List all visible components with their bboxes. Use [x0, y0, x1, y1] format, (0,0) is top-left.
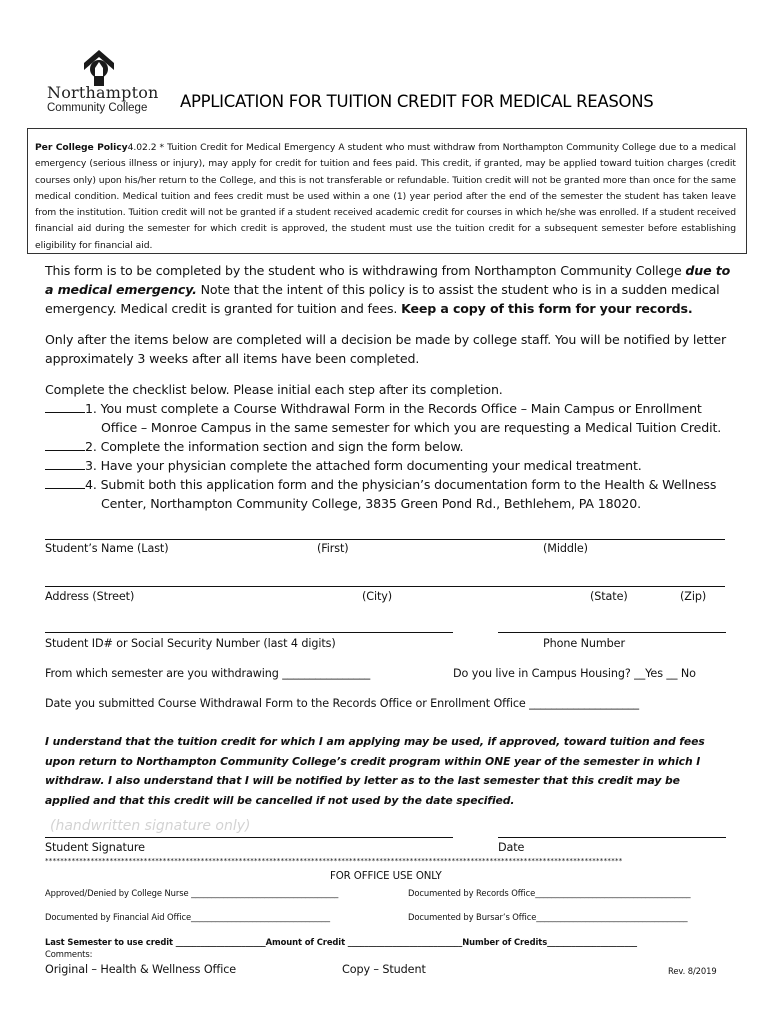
initial-blank[interactable] [45, 457, 85, 470]
address-field-line[interactable] [45, 586, 725, 587]
label-student-signature: Student Signature [45, 841, 145, 854]
signature-field-line[interactable] [45, 837, 453, 838]
logo-subtitle: Community College [47, 102, 148, 114]
label-city: (City) [362, 590, 393, 603]
intro-emphasis: due to a medical emergency. [45, 263, 731, 298]
logo-name: Northampton [47, 83, 159, 102]
policy-label: Per College Policy [35, 142, 128, 153]
label-student-id: Student ID# or Social Security Number (last 4 digits) [45, 637, 336, 650]
signature-hint: (handwritten signature only) [50, 818, 251, 834]
label-street: Address (Street) [45, 590, 135, 603]
page-title: APPLICATION FOR TUITION CREDIT FOR MEDICAL REASONS [180, 92, 654, 111]
checklist-item-4-cont: Center, Northampton Community College, 3835 Green Pond Rd., Bethlehem, PA 18020. [101, 496, 641, 511]
date-submitted-field[interactable]: Date you submitted Course Withdrawal Form to the Records Office or Enrollment Office ____________________ [45, 697, 639, 710]
approved-by-nurse-field[interactable]: Approved/Denied by College Nurse ____________________________________ [45, 888, 339, 898]
label-date: Date [498, 841, 525, 854]
records-office-field[interactable]: Documented by Records Office______________________________________ [408, 888, 691, 898]
policy-box [27, 128, 747, 254]
separator-stars: ******************************************************************************************************************************************************** [45, 857, 623, 865]
semester-field[interactable]: From which semester are you withdrawing ________________ [45, 667, 371, 680]
last-semester-credit-field[interactable]: Last Semester to use credit ______________________Amount of Credit ____________________________Number of Credits______________________ [45, 937, 638, 947]
label-state: (State) [590, 590, 628, 603]
initial-blank[interactable] [45, 400, 85, 413]
intro-text: This form is to be completed by the student who is withdrawing from Northampton Community College [45, 263, 686, 278]
bursar-office-field[interactable]: Documented by Bursar’s Office_____________________________________ [408, 912, 688, 922]
checklist-item-1-cont: Office – Monroe Campus in the same semester for which you are requesting a Medical Tuition Credit. [101, 420, 722, 435]
financial-aid-field[interactable]: Documented by Financial Aid Office__________________________________ [45, 912, 330, 922]
footer-copy: Copy – Student [342, 963, 426, 976]
intro-keep-copy: Keep a copy of this form for your records. [401, 301, 693, 317]
checklist-item-4: 4. Submit both this application form and the physician’s documentation form to the Health & Wellness [45, 475, 735, 494]
footer-original: Original – Health & Wellness Office [45, 963, 237, 976]
name-field-line[interactable] [45, 539, 725, 540]
intro-text-2: Note that the intent of this policy is to assist the student who is in a sudden medical emergency. Medical credit is granted for tuition and fees. [45, 282, 720, 317]
initial-blank[interactable] [45, 438, 85, 451]
office-use-heading: FOR OFFICE USE ONLY [330, 871, 442, 882]
checklist-item-3: 3. Have your physician complete the attached form documenting your medical treatment. [45, 456, 735, 475]
checklist-instructions: Complete the checklist below. Please initial each step after its completion. [45, 382, 503, 397]
initial-blank[interactable] [45, 476, 85, 489]
label-zip: (Zip) [680, 590, 707, 603]
revision-date: Rev. 8/2019 [668, 966, 717, 976]
intro-paragraph [45, 261, 735, 318]
label-last-name: Student’s Name (Last) [45, 542, 169, 555]
notice-paragraph: Only after the items below are completed will a decision be made by college staff. You will be notified by letter approximately 3 weeks after all items have been completed. [45, 332, 727, 367]
student-id-field-line[interactable] [45, 632, 453, 633]
label-phone: Phone Number [543, 637, 625, 650]
date-field-line[interactable] [498, 837, 726, 838]
acknowledgement-text: I understand that the tuition credit for which I am applying may be used, if approved, toward tuition and fees upon return to Northampton Community College’s credit program within ONE year of the semester in which I withdraw. I also understand that I will be notified by letter as to the last semester that this credit may be applied and that this credit will be cancelled if not used by the date specified. [45, 735, 705, 808]
label-middle-name: (Middle) [543, 542, 588, 555]
checklist-item-1: 1. You must complete a Course Withdrawal Form in the Records Office – Main Campus or Enrollment [45, 399, 735, 418]
policy-text: 4.02.2 * Tuition Credit for Medical Emergency A student who must withdraw from Northampton Community College due to a medical emergency (serious illness or injury), may apply for credit for tuition and fees paid. This credit, if granted, may be applied toward tuition charges (credit courses only) upon his/her return to the College, and this is not transferable or refundable. Tuition credit will not be granted more than once for the same medical condition. Medical tuition and fees credit must be used within a one (1) year period after the end of the semester the student has taken leave from the institution. Tuition credit will not be granted if a student received academic credit for courses in which he/she was enrolled. If a student received financial aid during the semester for which credit is approved, the student must use the tuition credit for a subsequent semester before establishing eligibility for financial aid. [35, 142, 736, 251]
phone-field-line[interactable] [498, 632, 726, 633]
checklist-item-2: 2. Complete the information section and sign the form below. [45, 437, 735, 456]
label-first-name: (First) [317, 542, 349, 555]
comments-label: Comments: [45, 949, 93, 959]
campus-housing-field[interactable]: Do you live in Campus Housing? __Yes __ No [453, 667, 696, 680]
